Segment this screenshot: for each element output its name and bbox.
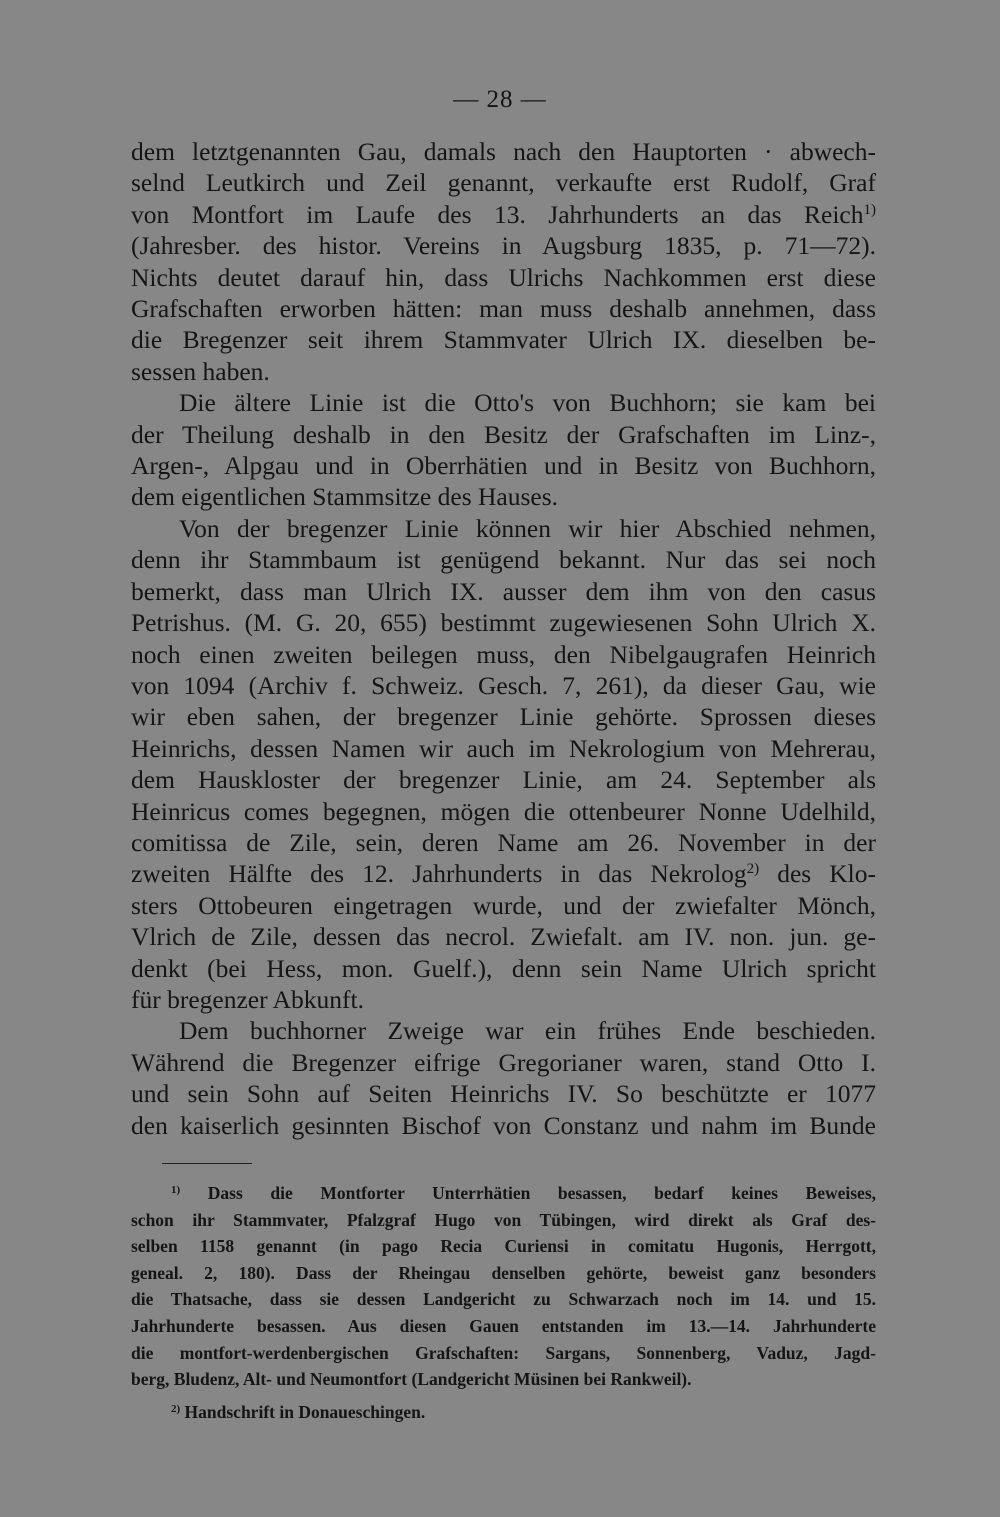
text-line: [131, 481, 876, 512]
footnote-line: [131, 1233, 876, 1260]
footnote-line: [131, 1207, 876, 1234]
text-line: [131, 796, 876, 827]
text-line: [131, 136, 876, 167]
line-text: Während die Bregenzer eifrige Gregorianer waren, stand Otto I.: [131, 1047, 876, 1077]
text-line: [131, 921, 876, 952]
text-line: [131, 293, 876, 324]
text-line: [131, 513, 876, 544]
line-text: Die ältere Linie ist die Otto's von Buchhorn; sie kam bei: [179, 388, 876, 418]
text-line: [131, 984, 876, 1015]
footnote-reference: 2): [746, 861, 760, 878]
text-line: [131, 324, 876, 355]
text-line: [131, 230, 876, 261]
footnote-divider: [162, 1163, 252, 1164]
footnote-line: [131, 1313, 876, 1340]
text-line: [131, 701, 876, 732]
footnote-text: Dass die Montforter Unterrhätien besassen, bedarf keines Beweises,: [207, 1183, 877, 1203]
text-line: [131, 199, 876, 230]
footnote-line: [131, 1366, 876, 1393]
footnote: [131, 1399, 876, 1426]
line-text: denkt (bei Hess, mon. Guelf.), denn sein Name Ulrich spricht: [131, 953, 876, 983]
line-text: wir eben sahen, der bregenzer Linie gehörte. Sprossen dieses: [131, 702, 876, 732]
text-line: [131, 890, 876, 921]
text-line: [131, 419, 876, 450]
footnote-text: Jahrhunderte besassen. Aus diesen Gauen entstanden im 13.—14. Jahrhunderte: [131, 1315, 876, 1336]
footnote-line: [131, 1260, 876, 1287]
line-text: von Montfort im Laufe des 13. Jahrhunderts an das Reich: [131, 199, 864, 229]
line-text: dem letztgenannten Gau, damals nach den Hauptorten · abwech-: [131, 137, 876, 166]
line-text: zweiten Hälfte des 12. Jahrhunderts in das Nekrolog: [131, 859, 747, 889]
text-line: [131, 827, 876, 858]
line-text: Heinrichs, dessen Namen wir auch im Nekrologium von Mehrerau,: [131, 733, 876, 763]
line-text-continued: des Klo-: [759, 859, 877, 889]
footnote-text: schon ihr Stammvater, Pfalzgraf Hugo von Tübingen, wird direkt als Graf des-: [131, 1209, 876, 1230]
footnotes: [131, 1180, 876, 1425]
footnote-text: berg, Bludenz, Alt- und Neumontfort (Landgericht Müsinen bei Rankweil).: [131, 1369, 692, 1390]
line-text: denn ihr Stammbaum ist genügend bekannt. Nur das sei noch: [131, 545, 876, 575]
line-text: Petrishus. (M. G. 20, 655) bestimmt zugewiesenen Sohn Ulrich X.: [131, 608, 876, 638]
line-text: (Jahresber. des histor. Vereins in Augsburg 1835, p. 71—72).: [131, 231, 876, 261]
text-line: [131, 639, 876, 670]
line-text: comitissa de Zile, sein, deren Name am 26. November in der: [131, 827, 876, 857]
line-text: Nichts deutet darauf hin, dass Ulrichs Nachkommen erst diese: [131, 262, 876, 292]
text-line: [131, 1047, 876, 1078]
line-text: Vlrich de Zile, dessen das necrol. Zwiefalt. am IV. non. jun. ge-: [131, 922, 876, 952]
text-line: [131, 1078, 876, 1109]
footnote-marker: 1): [171, 1184, 181, 1196]
line-text: Dem buchhorner Zweige war ein frühes Ende beschieden.: [179, 1016, 876, 1046]
line-text: und sein Sohn auf Seiten Heinrichs IV. So beschützte er 1077: [131, 1079, 876, 1109]
footnote-line: [131, 1286, 876, 1313]
page-number: — 28 —: [453, 86, 547, 113]
footnote-line: [131, 1340, 876, 1367]
text-line: [131, 607, 876, 638]
footnote-marker: 2): [171, 1402, 181, 1415]
text-line: [131, 1110, 876, 1141]
footnote-reference: 1): [863, 201, 876, 218]
line-text: für bregenzer Abkunft.: [131, 984, 364, 1014]
text-line: [131, 576, 876, 607]
line-text: noch einen zweiten beilegen muss, den Nibelgaugrafen Heinrich: [131, 639, 876, 669]
footnote-text: die montfort-werdenbergischen Grafschaften: Sargans, Sonnenberg, Vaduz, Jagd-: [131, 1342, 876, 1363]
line-text: Heinricus comes begegnen, mögen die ottenbeurer Nonne Udelhild,: [131, 796, 876, 826]
text-line: [131, 764, 876, 795]
line-text: die Bregenzer seit ihrem Stammvater Ulrich IX. dieselben be-: [131, 325, 876, 355]
text-line: [131, 387, 876, 418]
line-text: den kaiserlich gesinnten Bischof von Constanz und nahm im Bunde: [131, 1110, 876, 1140]
text-line: [131, 858, 876, 889]
body-text: [131, 136, 876, 1141]
text-line: [131, 167, 876, 198]
text-line: [131, 953, 876, 984]
line-text: dem eigentlichen Stammsitze des Hauses.: [131, 482, 559, 512]
text-line: [131, 450, 876, 481]
footnote: [131, 1180, 876, 1393]
line-text: von 1094 (Archiv f. Schweiz. Gesch. 7, 261), da dieser Gau, wie: [131, 670, 876, 700]
line-text: der Theilung deshalb in den Besitz der Grafschaften im Linz-,: [131, 419, 876, 449]
line-text: sters Ottobeuren eingetragen wurde, und der zwiefalter Mönch,: [131, 890, 876, 920]
footnote-text: selben 1158 genannt (in pago Recia Curiensi in comitatu Hugonis, Herrgott,: [131, 1236, 876, 1257]
line-text: sessen haben.: [131, 356, 270, 386]
text-line: [131, 670, 876, 701]
footnote-text: geneal. 2, 180). Dass der Rheingau denselben gehörte, beweist ganz besonders: [131, 1262, 876, 1283]
line-text: Argen-, Alpgau und in Oberrhätien und in Besitz von Buchhorn,: [131, 451, 876, 481]
line-text: dem Hauskloster der bregenzer Linie, am 24. September als: [131, 765, 876, 795]
line-text: Von der bregenzer Linie können wir hier Abschied nehmen,: [179, 513, 876, 543]
text-line: [131, 733, 876, 764]
text-line: [131, 356, 876, 387]
line-text: bemerkt, dass man Ulrich IX. ausser dem ihm von den casus: [131, 576, 876, 606]
text-line: [131, 1015, 876, 1046]
footnote-line: [131, 1399, 876, 1426]
line-text: Grafschaften erworben hätten: man muss deshalb annehmen, dass: [131, 294, 876, 324]
footnote-line: [131, 1180, 876, 1207]
footnote-text: die Thatsache, dass sie dessen Landgericht zu Schwarzach noch im 14. und 15.: [131, 1289, 876, 1310]
text-line: [131, 262, 876, 293]
text-line: [131, 544, 876, 575]
line-text: selnd Leutkirch und Zeil genannt, verkaufte erst Rudolf, Graf: [131, 168, 876, 198]
footnote-text: Handschrift in Donaueschingen.: [184, 1401, 426, 1422]
